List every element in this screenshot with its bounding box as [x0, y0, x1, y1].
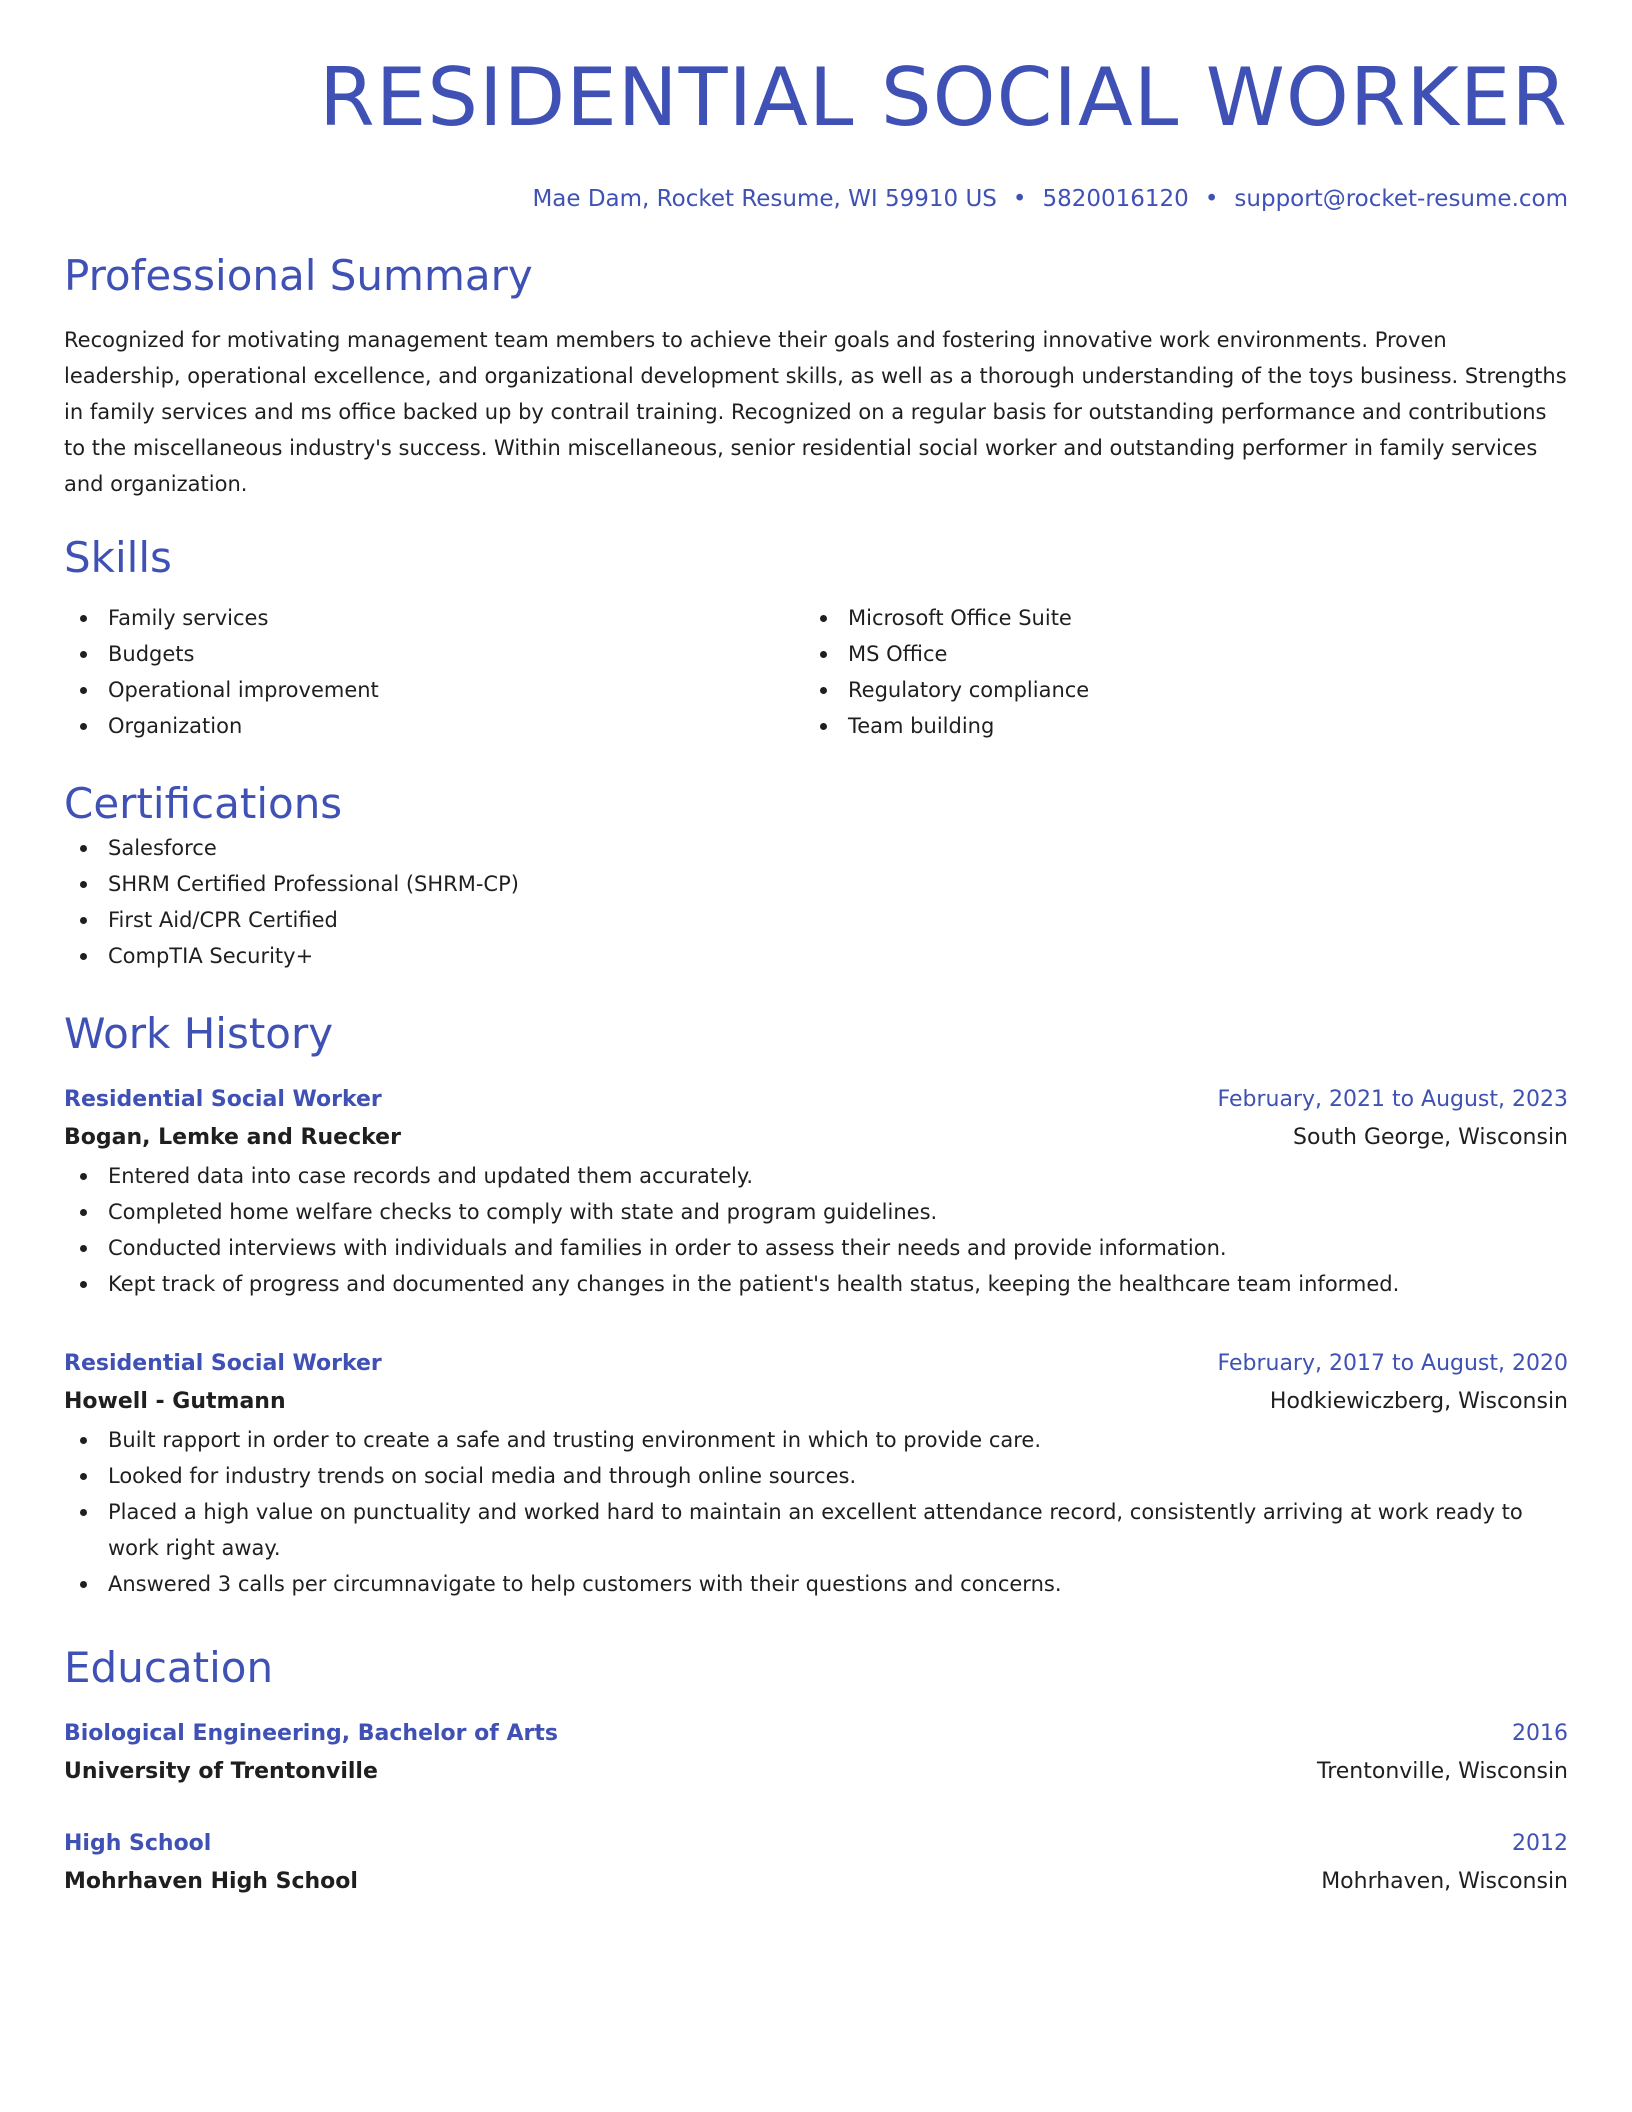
job-employer: Bogan, Lemke and Ruecker [64, 1125, 401, 1150]
job-title: Residential Social Worker [64, 1351, 382, 1376]
education-header-row [64, 1716, 1568, 1752]
job-bullet: Built rapport in order to create a safe and trusting environment in which to provide care. [64, 1422, 1568, 1458]
contact-separator: • [1204, 186, 1219, 212]
education-section [64, 1642, 1568, 1902]
work-history-heading: Work History [64, 1009, 334, 1058]
job-org-row [64, 1118, 1568, 1158]
certification-item: SHRM Certified Professional (SHRM-CP) [64, 866, 1568, 902]
job-bullet: Kept track of progress and documented any changes in the patient's health status, keeping the healthcare team informed. [64, 1266, 1568, 1302]
education-year: 2012 [1512, 1831, 1568, 1856]
certifications-heading: Certifications [64, 779, 343, 828]
skill-item: Organization [64, 708, 804, 744]
job-bullet: Conducted interviews with individuals and families in order to assess their needs and provide information. [64, 1230, 1568, 1266]
job-bullet: Entered data into case records and updated them accurately. [64, 1158, 1568, 1194]
job-header-row [64, 1346, 1568, 1382]
page-title: RESIDENTIAL SOCIAL WORKER [319, 51, 1568, 144]
skills-heading: Skills [64, 533, 172, 582]
skill-item: Regulatory compliance [804, 672, 1544, 708]
job-bullets [64, 1422, 1568, 1602]
job-location: South George, Wisconsin [1293, 1125, 1568, 1150]
job-employer: Howell - Gutmann [64, 1389, 286, 1414]
summary-section [64, 250, 1568, 502]
certification-item: First Aid/CPR Certified [64, 902, 1568, 938]
education-entry [64, 1826, 1568, 1902]
job-org-row [64, 1382, 1568, 1422]
summary-heading: Professional Summary [64, 251, 533, 300]
job-entry [64, 1082, 1568, 1302]
education-school-row [64, 1862, 1568, 1902]
education-school: Mohrhaven High School [64, 1869, 358, 1894]
skills-section [64, 532, 1568, 744]
contact-phone[interactable]: 5820016120 [1042, 186, 1189, 212]
job-bullets [64, 1158, 1568, 1302]
education-degree: Biological Engineering, Bachelor of Arts [64, 1721, 558, 1746]
skills-list-left [64, 600, 804, 744]
contact-line [64, 184, 1568, 214]
education-school: University of Trentonville [64, 1759, 378, 1784]
skill-item: Operational improvement [64, 672, 804, 708]
skill-item: Family services [64, 600, 804, 636]
certification-item: CompTIA Security+ [64, 938, 1568, 974]
job-bullet: Looked for industry trends on social media and through online sources. [64, 1458, 1568, 1494]
education-heading: Education [64, 1643, 274, 1692]
education-header-row [64, 1826, 1568, 1862]
skills-grid [64, 600, 1568, 744]
education-location: Mohrhaven, Wisconsin [1321, 1869, 1568, 1894]
contact-address: Mae Dam, Rocket Resume, WI 59910 US [532, 186, 997, 212]
job-dates: February, 2017 to August, 2020 [1217, 1351, 1568, 1376]
job-dates: February, 2021 to August, 2023 [1217, 1087, 1568, 1112]
certifications-section [64, 778, 1568, 974]
skill-item: Team building [804, 708, 1544, 744]
work-history-section [64, 1008, 1568, 1602]
education-year: 2016 [1512, 1721, 1568, 1746]
certification-item: Salesforce [64, 830, 1568, 866]
job-entry [64, 1346, 1568, 1602]
job-bullet: Placed a high value on punctuality and worked hard to maintain an excellent attendance record, consistently arriving at work ready to work right away. [64, 1494, 1568, 1566]
job-title: Residential Social Worker [64, 1087, 382, 1112]
job-header-row [64, 1082, 1568, 1118]
certifications-list [64, 830, 1568, 974]
education-entry [64, 1716, 1568, 1792]
job-bullet: Completed home welfare checks to comply with state and program guidelines. [64, 1194, 1568, 1230]
education-school-row [64, 1752, 1568, 1792]
skill-item: MS Office [804, 636, 1544, 672]
skills-list-right [804, 600, 1544, 744]
skill-item: Microsoft Office Suite [804, 600, 1544, 636]
skill-item: Budgets [64, 636, 804, 672]
job-location: Hodkiewiczberg, Wisconsin [1269, 1389, 1568, 1414]
education-location: Trentonville, Wisconsin [1316, 1759, 1568, 1784]
job-bullet: Answered 3 calls per circumnavigate to help customers with their questions and concerns. [64, 1566, 1568, 1602]
contact-separator: • [1012, 186, 1027, 212]
summary-text: Recognized for motivating management team members to achieve their goals and fostering innovative work environments. Proven leadership, operational excellence, and organizational development skills, as well as a thorough understanding of the toys business. Strengths in family services and ms office backed up by contrail training. Recognized on a regular basis for outstanding performance and contributions to the miscellaneous industry's success. Within miscellaneous, senior residential social worker and outstanding performer in family services and organization. [64, 328, 1567, 496]
education-degree: High School [64, 1831, 212, 1856]
contact-email[interactable]: support@rocket-resume.com [1234, 186, 1568, 212]
